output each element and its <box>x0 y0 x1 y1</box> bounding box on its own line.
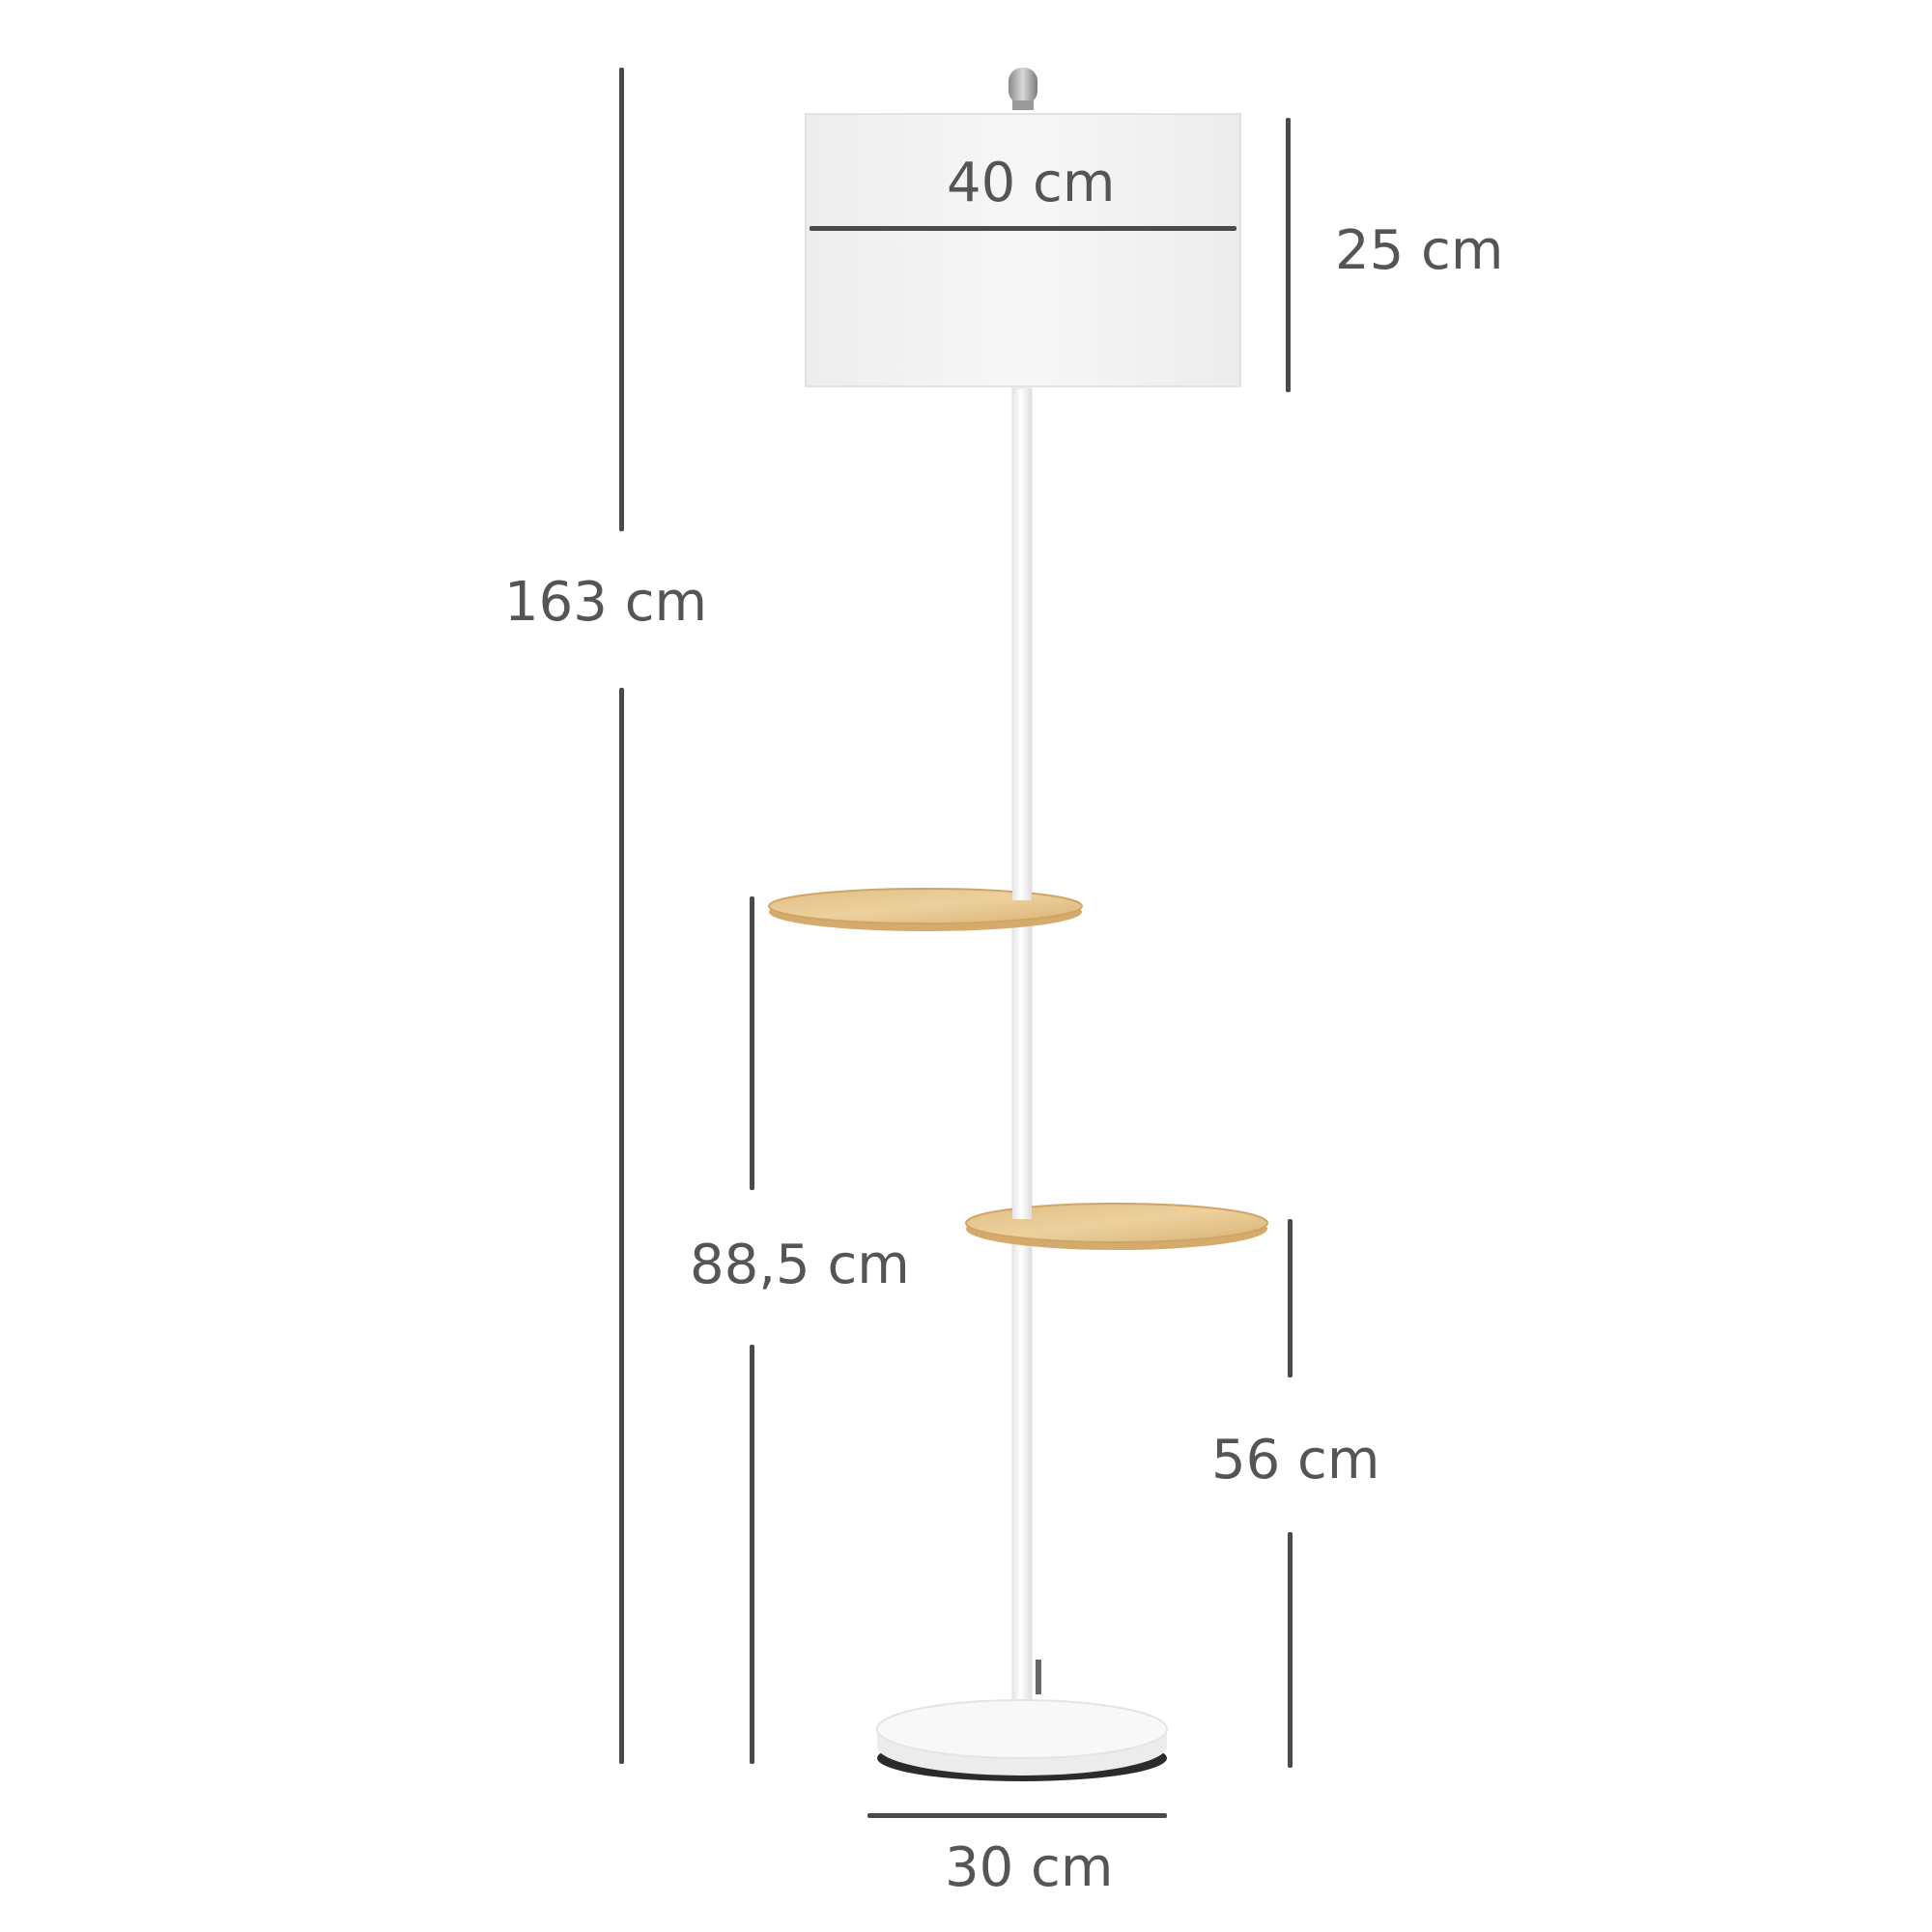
shade-width-label: 40 cm <box>947 152 1116 214</box>
upper-shelf <box>769 889 1082 931</box>
upper-shelf-height-line-top <box>750 896 754 1190</box>
base-diameter-label: 30 cm <box>945 1836 1114 1899</box>
total-height-line-top <box>619 68 624 531</box>
upper-shelf-height-label: 88,5 cm <box>690 1234 910 1296</box>
lamp-pole <box>1012 388 1032 1741</box>
shade-height-label: 25 cm <box>1335 219 1504 282</box>
lower-shelf-height-label: 56 cm <box>1211 1429 1380 1492</box>
lower-shelf-height-line-bottom <box>1288 1532 1293 1768</box>
lower-shelf-height-line-top <box>1288 1219 1293 1378</box>
upper-shelf-height-line-bottom <box>750 1345 754 1764</box>
shade-height-line <box>1286 118 1291 392</box>
lower-shelf <box>966 1204 1267 1250</box>
finial <box>1009 68 1037 110</box>
base-diameter-line <box>867 1813 1167 1818</box>
total-height-label: 163 cm <box>504 571 708 634</box>
shade-width-line <box>810 226 1236 231</box>
total-height-line-bottom <box>619 688 624 1764</box>
